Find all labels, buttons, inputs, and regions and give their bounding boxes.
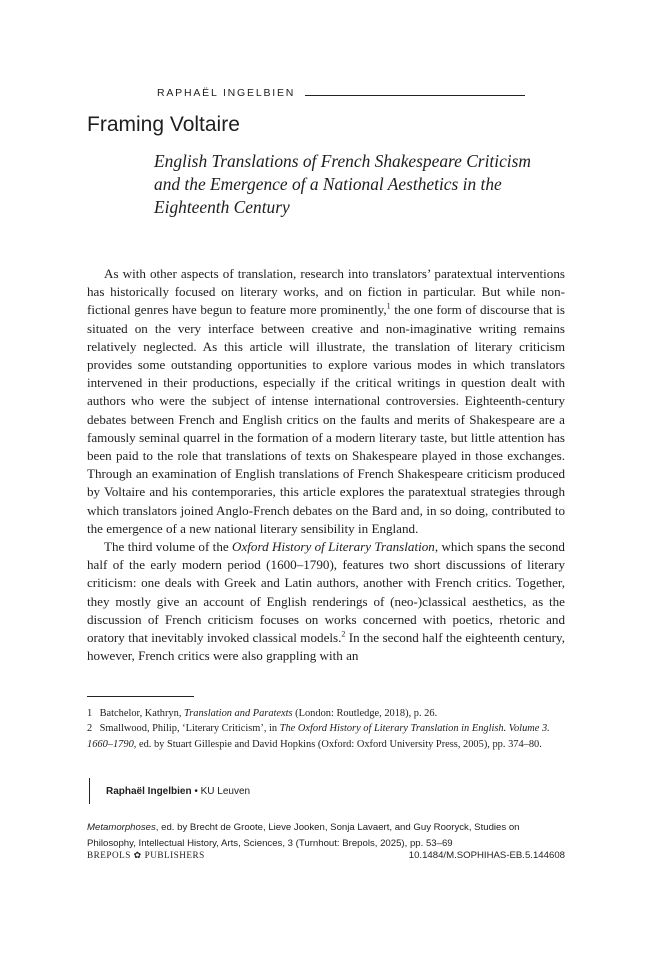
body-text [87, 265, 565, 665]
affiliation-separator: • [191, 786, 201, 797]
running-author: RAPHAËL INGELBIEN [157, 87, 296, 99]
subtitle-line: and the Emergence of a National Aesthetics in the [154, 174, 502, 194]
affiliation-author: Raphaël Ingelbien [106, 786, 192, 797]
footnote-2 [87, 721, 565, 752]
doi-link[interactable]: 10.1484/M.SOPHIHAS-EB.5.144608 [408, 850, 565, 861]
journal-title: Metamorphoses [87, 822, 156, 833]
footnote-ref-2[interactable]: 2 [341, 629, 346, 639]
footnote-rule [87, 696, 194, 697]
footnote-text: Batchelor, Kathryn, [99, 708, 185, 719]
publication-details: , ed. by Brecht de Groote, Lieve Jooken, Sonja Lavaert, and Guy Rooryck, Studies on Philosophy, Intellectual History, Arts, Sciences, 3 (Turnhout: Brepols, 2025), pp. 53–69 [87, 822, 520, 849]
footnote-text: (London: Routledge, 2018), p. 26. [292, 708, 438, 719]
footnote-1 [87, 706, 565, 721]
footnote-text: , ed. by Stuart Gillespie and David Hopkins (Oxford: Oxford University Press, 2005), pp. 374–80. [133, 738, 542, 750]
footnote-number: 2 [87, 723, 93, 735]
article-subtitle [154, 150, 574, 219]
text-run: the one form of discourse that is situated on the very interface between creative and non-imaginative writing remains relatively neglected. As this article will illustrate, the translation of literary criticism provides some outstanding opportunities to explore various modes in which translators intervened in their productions, especially if the critical writings in question dealt with authors who were the subject of intense international controversies. Eighteenth-century debates between French and English critics on the faults and merits of Shakespeare are a famously seminal quarrel in the formation of a modern literary taste, but little attention has been paid to the role that translations of texts on Shakespeare played in those exchanges. Through an examination of English translations of French Shakespeare criticism produced by Voltaire and his contemporaries, this article explores the paratextual strategies through which translators joined Anglo-French debates on the Bard and, in so doing, contributed to the emergence of a new national literary sensibility in England. [87, 302, 565, 536]
header-rule [305, 95, 525, 96]
subtitle-line: English Translations of French Shakespeare Criticism [154, 151, 531, 171]
footnote-ref-1[interactable]: 1 [386, 302, 391, 312]
affiliation-institution: KU Leuven [200, 786, 251, 797]
text-run: As with other aspects of translation, research into translators’ paratextual interventions has historically focused on literary works, and on fiction in particular. But while non-fictional genres have begun to feature more prominently, [87, 266, 565, 318]
paragraph-1 [87, 265, 565, 538]
affiliation-bar [89, 778, 90, 804]
publication-info [87, 820, 567, 851]
text-run: The third volume of the [104, 539, 233, 555]
paragraph-2 [87, 538, 565, 665]
footnote-text: Smallwood, Philip, ‘Literary Criticism’, in [99, 723, 280, 735]
footnote-number: 1 [87, 708, 93, 719]
subtitle-line: Eighteenth Century [154, 197, 290, 217]
text-run: In the second half the eighteenth century, however, French critics were also grappling with an [87, 630, 565, 664]
footnotes [87, 706, 565, 752]
article-title: Framing Voltaire [87, 113, 240, 136]
text-run: , which spans the second half of the early modern period (1600–1790), features two short discussions of literary criticism: one deals with Greek and Latin authors, another with French critics. Together, they mostly give an account of English renderings of (neo-)classical aesthetics, as the discussion of French criticism focuses on works concerned with poetics, rhetoric and oratory that inevitably invoked classical models. [87, 539, 565, 646]
author-affiliation [106, 786, 250, 797]
footnote-italic: The Oxford History of Literary Translation in English. Volume 3. 1660–1790 [87, 723, 550, 750]
footnote-italic: Translation and Paratexts [184, 708, 293, 719]
italic-title: Oxford History of Literary Translation [232, 539, 435, 555]
publisher-logo: BREPOLS ✿ PUBLISHERS [87, 850, 205, 860]
